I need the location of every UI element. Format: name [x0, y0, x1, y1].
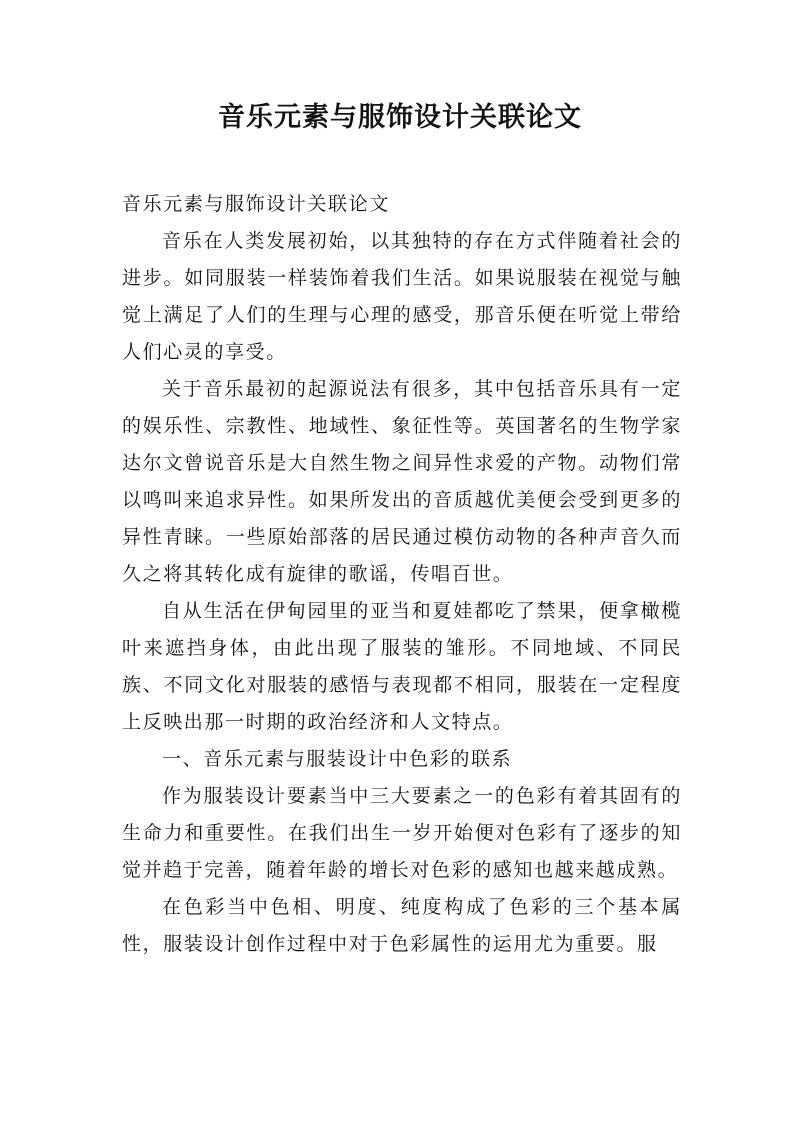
document-body — [122, 186, 682, 963]
paragraph-intro: 音乐在人类发展初始，以其独特的存在方式伴随着社会的进步。如同服装一样装饰着我们生活。如果说服装在视觉与触觉上满足了人们的生理与心理的感受，那音乐便在听觉上带给人们心灵的享受。 — [122, 230, 682, 363]
paragraph-color-importance: 作为服装设计要素当中三大要素之一的色彩有着其固有的生命力和重要性。在我们出生一岁开始便对色彩有了逐步的知觉并趋于完善，随着年龄的增长对色彩的感知也越来越成熟。 — [122, 785, 682, 881]
section-heading-color: 一、音乐元素与服装设计中色彩的联系 — [162, 748, 513, 770]
paragraph-music-origin: 关于音乐最初的起源说法有很多，其中包括音乐具有一定的娱乐性、宗教性、地域性、象征性等。英国著名的生物学家达尔文曾说音乐是大自然生物之间异性求爱的产物。动物们常以鸣叫来追求异性。如果所发出的音质越优美便会受到更多的异性青睐。一些原始部落的居民通过模仿动物的各种声音久而久之将其转化成有旋律的歌谣，传唱百世。 — [122, 378, 682, 585]
paragraph-color-attributes: 在色彩当中色相、明度、纯度构成了色彩的三个基本属性，服装设计创作过程中对于色彩属性的运用尤为重要。服 — [122, 896, 682, 955]
document-subtitle: 音乐元素与服饰设计关联论文 — [122, 193, 390, 215]
document-title: 音乐元素与服饰设计关联论文 — [218, 102, 582, 133]
paragraph-clothing-origin: 自从生活在伊甸园里的亚当和夏娃都吃了禁果，便拿橄榄叶来遮挡身体，由此出现了服装的雏形。不同地域、不同民族、不同文化对服装的感悟与表现都不相同，服装在一定程度上反映出那一时期的政治经济和人文特点。 — [122, 600, 682, 733]
